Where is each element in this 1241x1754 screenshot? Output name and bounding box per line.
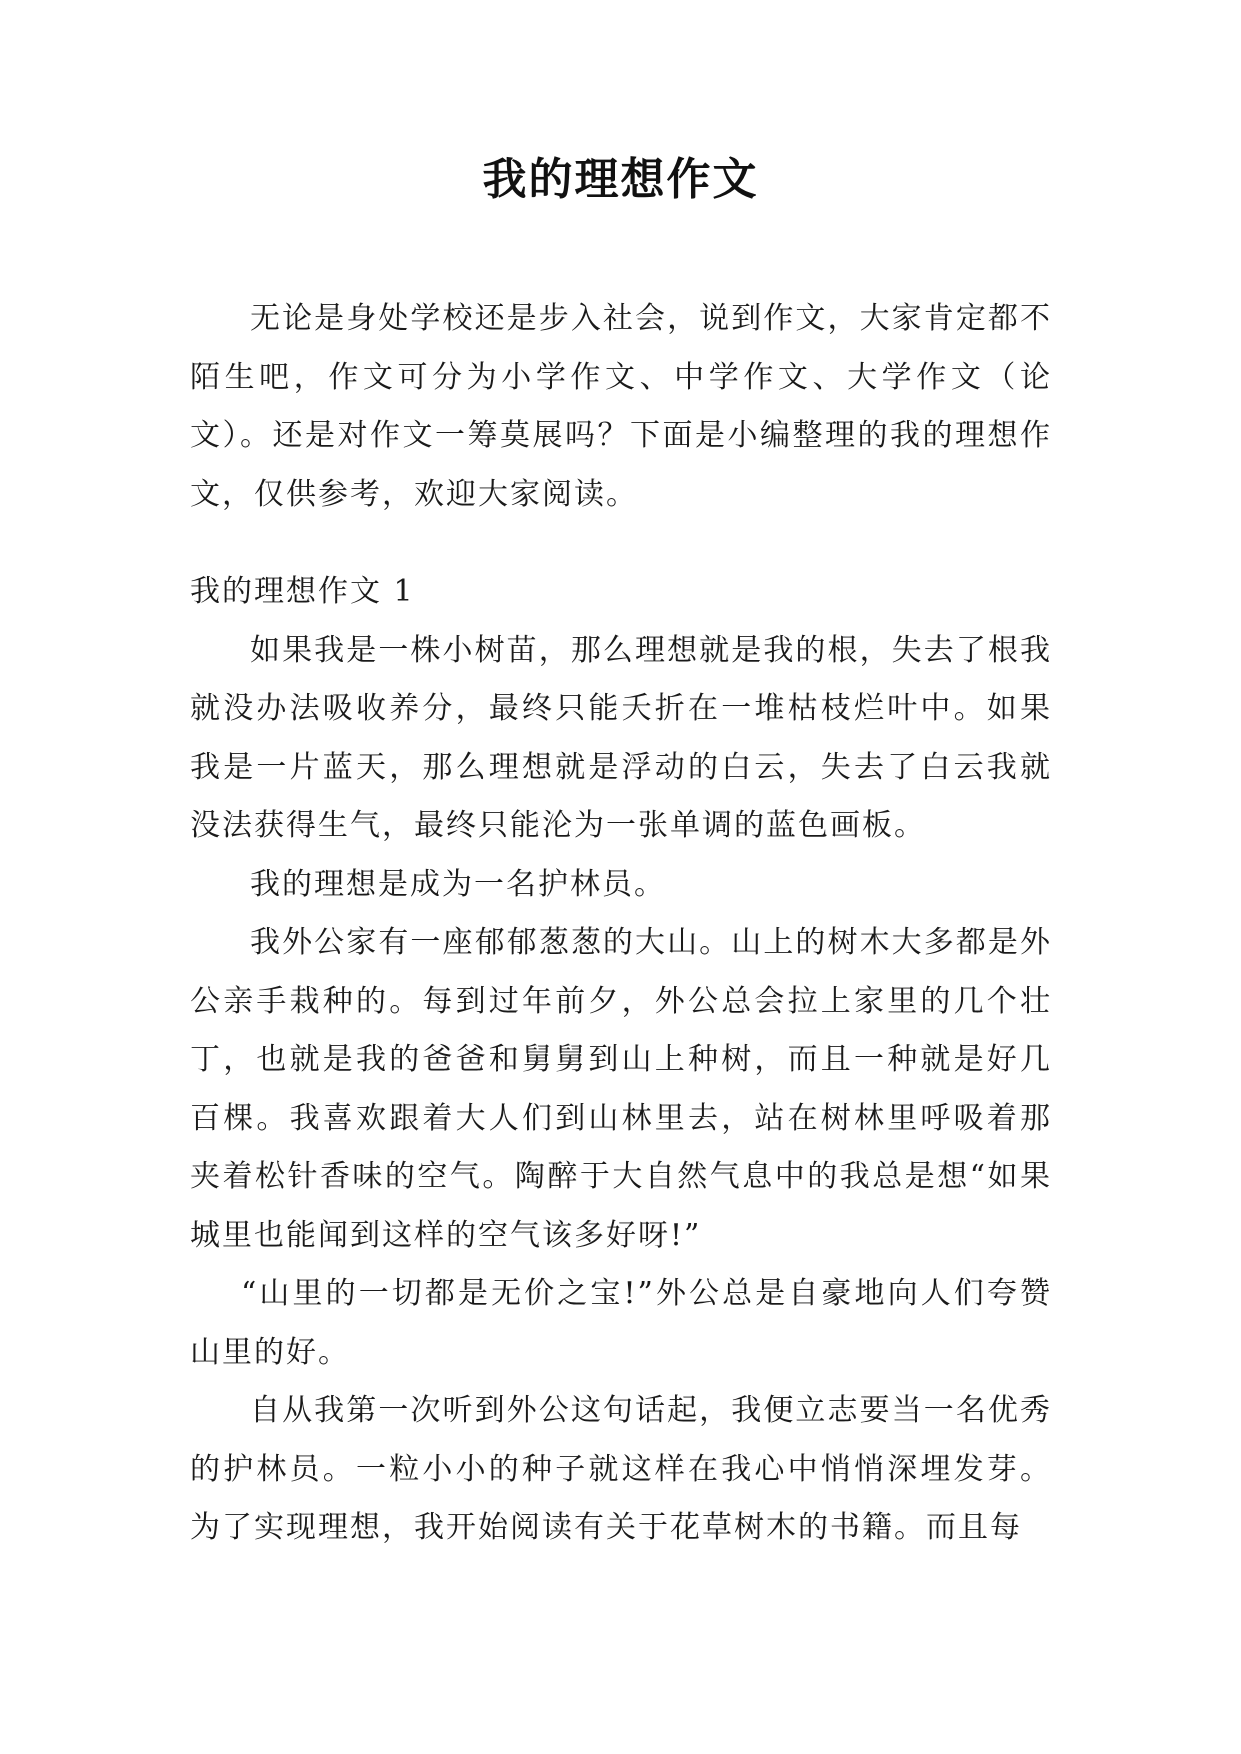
- body-paragraph-4: “山里的一切都是无价之宝!”外公总是自豪地向人们夸赞山里的好。: [190, 1276, 1052, 1370]
- section-heading: 我的理想作文 1: [190, 574, 415, 609]
- intro-paragraph: 无论是身处学校还是步入社会，说到作文，大家肯定都不陌生吧，作文可分为小学作文、中学作文、大学作文（论文）。还是对作文一筹莫展吗？下面是小编整理的我的理想作文，仅供参考，欢迎大家阅读。: [190, 301, 1052, 512]
- body-paragraph-5: 自从我第一次听到外公这句话起，我便立志要当一名优秀的护林员。一粒小小的种子就这样在我心中悄悄深埋发芽。为了实现理想，我开始阅读有关于花草树木的书籍。而且每: [190, 1393, 1052, 1545]
- page-title: 我的理想作文: [482, 154, 759, 205]
- body-paragraph-3: 我外公家有一座郁郁葱葱的大山。山上的树木大多都是外公亲手栽种的。每到过年前夕，外公总会拉上家里的几个壮丁，也就是我的爸爸和舅舅到山上种树，而且一种就是好几百棵。我喜欢跟着大人们到山林里去，站在树林里呼吸着那夹着松针香味的空气。陶醉于大自然气息中的我总是想“如果城里也能闻到这样的空气该多好呀!”: [190, 925, 1052, 1253]
- body-paragraph-2: 我的理想是成为一名护林员。: [250, 866, 666, 902]
- document-body: [190, 290, 1052, 1558]
- body-paragraph-1: 如果我是一株小树苗，那么理想就是我的根，失去了根我就没办法吸收养分，最终只能夭折在一堆枯枝烂叶中。如果我是一片蓝天，那么理想就是浮动的白云，失去了白云我就没法获得生气，最终只能沦为一张单调的蓝色画板。: [190, 632, 1052, 843]
